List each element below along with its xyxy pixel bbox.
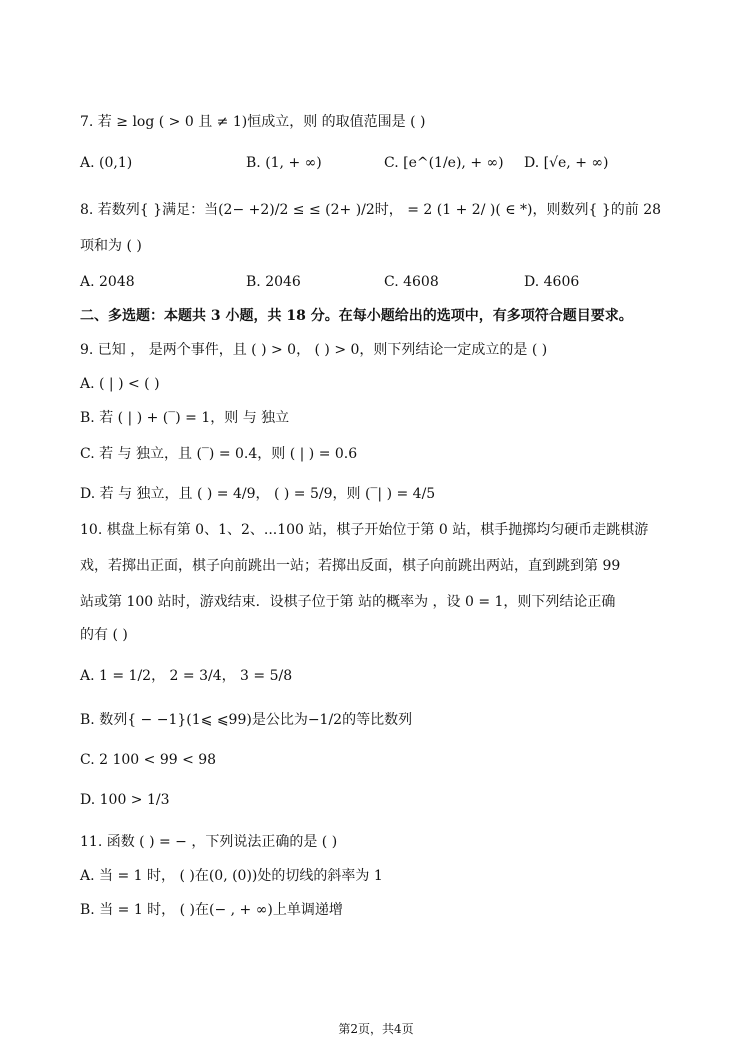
q10-stem-line-4: 的有 ( ) — [80, 627, 128, 643]
q10-stem-line-3: 站或第 100 站时，游戏结束．设棋子位于第 站的概率为 ，设 0 = 1，则下列结论正确 — [80, 594, 616, 610]
q10-stem-line-1: 10. 棋盘上标有第 0、1、2、...100 站，棋子开始位于第 0 站，棋手抛掷均匀硬币走跳棋游 — [80, 522, 649, 538]
section-heading-multiple-choice: 二、多选题：本题共 3 小题，共 18 分。在每小题给出的选项中，有多项符合题目要求。 — [80, 308, 633, 324]
page-footer: 第2页，共4页 — [338, 1022, 414, 1036]
q8-stem-continued: 项和为 ( ) — [80, 238, 142, 254]
q8-option-d: D. 4606 — [524, 274, 580, 290]
q10-option-c: C. 2 100 < 99 < 98 — [80, 752, 217, 768]
q10-option-d: D. 100 > 1/3 — [80, 792, 170, 808]
q9-option-b: B. 若 ( | ) + (‾) = 1，则 与 独立 — [80, 410, 290, 426]
q9-option-d: D. 若 与 独立，且 ( ) = 4/9， ( ) = 5/9，则 (‾| ) = 4/5 — [80, 486, 436, 502]
q10-option-b: B. 数列{ − −1}(1⩽ ⩽99)是公比为−1/2的等比数列 — [80, 712, 413, 728]
q9-option-c: C. 若 与 独立，且 (‾) = 0.4，则 ( | ) = 0.6 — [80, 446, 358, 462]
q8-option-b: B. 2046 — [246, 274, 301, 290]
q8-option-a: A. 2048 — [80, 274, 135, 290]
q8-stem: 8. 若数列{ }满足：当(2− +2)/2 ≤ ≤ (2+ )/2时， = 2 (1 + 2/ )( ∈ *)，则数列{ }的前 28 — [80, 202, 662, 218]
q9-stem: 9. 已知 ， 是两个事件，且 ( ) > 0， ( ) > 0，则下列结论一定成立的是 ( ) — [80, 342, 548, 358]
q10-option-a: A. 1 = 1/2， 2 = 3/4， 3 = 5/8 — [80, 668, 293, 684]
q8-option-c: C. 4608 — [384, 274, 439, 290]
q11-stem: 11. 函数 ( ) = − ，下列说法正确的是 ( ) — [80, 834, 338, 850]
q11-option-a: A. 当 = 1 时， ( )在(0, (0))处的切线的斜率为 1 — [80, 868, 383, 884]
q7-option-a: A. (0,1) — [80, 155, 133, 171]
q7-option-b: B. (1, + ∞) — [246, 155, 322, 171]
q7-option-c: C. [e^(1/e), + ∞) — [384, 155, 504, 171]
q7-stem: 7. 若 ≥ log ( > 0 且 ≠ 1)恒成立，则 的取值范围是 ( ) — [80, 114, 426, 130]
q7-option-d: D. [√e, + ∞) — [524, 155, 609, 171]
q9-option-a: A. ( | ) < ( ) — [80, 376, 160, 392]
q10-stem-line-2: 戏，若掷出正面，棋子向前跳出一站；若掷出反面，棋子向前跳出两站，直到跳到第 99 — [80, 558, 621, 574]
q11-option-b: B. 当 = 1 时， ( )在(− , + ∞)上单调递增 — [80, 902, 343, 918]
